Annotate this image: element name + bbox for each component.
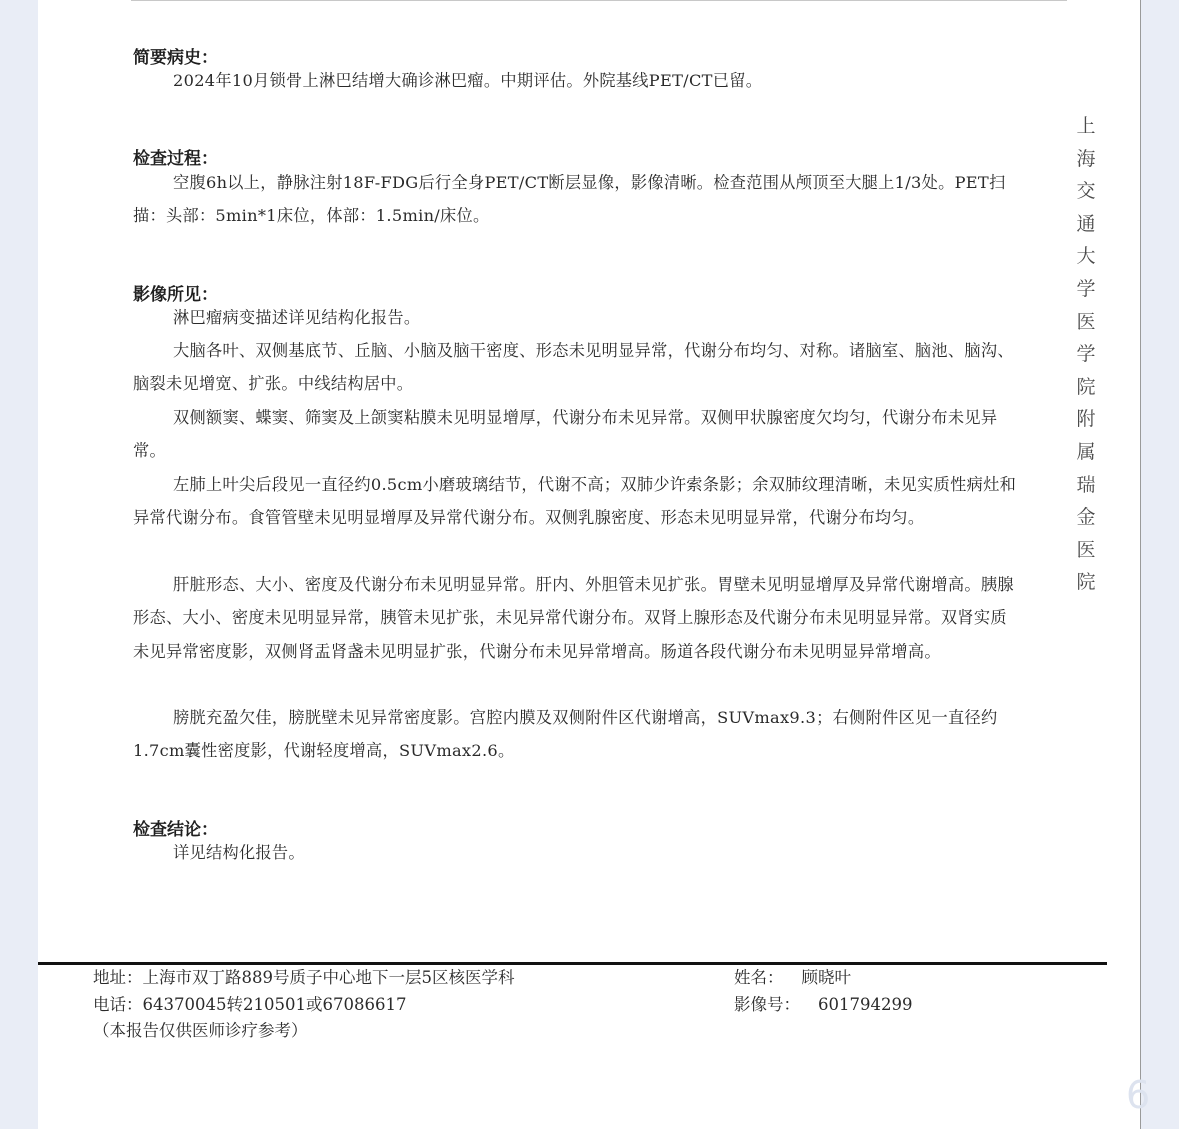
findings-paragraph-5: 肝脏形态、大小、密度及代谢分布未见明显异常。肝内、外胆管未见扩张。胃壁未见明显增厚及异常代谢增高。胰腺形态、大小、密度未见明显异常，胰管未见扩张，未见异常代谢分布。双肾上腺形态及代谢分布未见明显异常。双肾实质未见异常密度影，双侧肾盂肾盏未见明显扩张，代谢分布未见异常增高。肠道各段代谢分布未见明显异常增高。: [133, 575, 1014, 661]
phone-label: 电话：: [93, 995, 143, 1014]
procedure-paragraph: 空腹6h以上，静脉注射18F-FDG后行全身PET/CT断层显像，影像清晰。检查范围从颅顶至大腿上1/3处。PET扫描：头部：5min*1床位，体部：1.5min/床位。: [133, 173, 1006, 226]
stamp-char: 通: [1076, 212, 1096, 235]
name-label: 姓名：: [734, 968, 784, 987]
history-heading: 简要病史：: [133, 48, 218, 68]
stamp-char: 附: [1076, 408, 1096, 431]
stamp-char: 院: [1076, 375, 1096, 398]
stamp-char: 院: [1076, 571, 1096, 594]
footer-rule: [38, 962, 1107, 965]
phone-value: 64370045转210501或67086617: [142, 995, 407, 1014]
findings-paragraph-2: 大脑各叶、双侧基底节、丘脑、小脑及脑干密度、形态未见明显异常，代谢分布均匀、对称。诸脑室、脑池、脑沟、脑裂未见增宽、扩张。中线结构居中。: [133, 341, 1014, 394]
stamp-char: 交: [1076, 180, 1096, 203]
image-no-value: 601794299: [818, 995, 913, 1014]
findings-paragraph-3: 双侧额窦、蝶窦、筛窦及上颌窦粘膜未见明显增厚，代谢分布未见异常。双侧甲状腺密度欠均匀，代谢分布未见异常。: [133, 408, 998, 461]
findings-paragraph-1: 淋巴瘤病变描述详见结构化报告。: [173, 308, 421, 327]
footer-disclaimer: （本报告仅供医师诊疗参考）: [93, 1021, 308, 1040]
top-rule: [131, 0, 1067, 1]
faint-page-number: 6: [1126, 1073, 1151, 1117]
conclusion-paragraph: 详见结构化报告。: [173, 843, 305, 862]
image-no-label: 影像号：: [734, 995, 800, 1014]
stamp-char: 学: [1076, 343, 1096, 366]
hospital-side-stamp: [1073, 110, 1099, 599]
findings-heading: 影像所见：: [133, 285, 218, 305]
stamp-char: 属: [1076, 440, 1096, 463]
stamp-char: 金: [1076, 506, 1096, 529]
stamp-char: 医: [1076, 538, 1096, 561]
history-paragraph: 2024年10月锁骨上淋巴结增大确诊淋巴瘤。中期评估。外院基线PET/CT已留。: [173, 71, 763, 90]
stamp-char: 瑞: [1076, 473, 1096, 496]
stamp-char: 海: [1076, 147, 1096, 170]
findings-paragraph-6: 膀胱充盈欠佳，膀胱壁未见异常密度影。宫腔内膜及双侧附件区代谢增高，SUVmax9.3；右侧附件区见一直径约1.7cm囊性密度影，代谢轻度增高，SUVmax2.6。: [133, 708, 998, 761]
address-value: 上海市双丁路889号质子中心地下一层5区核医学科: [142, 968, 515, 987]
name-value: 顾晓叶: [801, 968, 851, 987]
stamp-char: 学: [1076, 277, 1096, 300]
patient-name: [734, 968, 851, 988]
footer-address: [93, 968, 515, 988]
footer-phone: [93, 995, 406, 1015]
image-number: [734, 995, 912, 1015]
procedure-heading: 检查过程：: [133, 149, 218, 169]
address-label: 地址：: [93, 968, 143, 987]
conclusion-heading: 检查结论：: [133, 820, 218, 840]
stamp-char: 医: [1076, 310, 1096, 333]
stamp-char: 大: [1076, 245, 1096, 268]
stamp-char: 上: [1076, 115, 1096, 137]
findings-paragraph-4: 左肺上叶尖后段见一直径约0.5cm小磨玻璃结节，代谢不高；双肺少许索条影；余双肺纹理清晰，未见实质性病灶和异常代谢分布。食管管壁未见明显增厚及异常代谢分布。双侧乳腺密度、形态未见明显异常，代谢分布均匀。: [133, 475, 1017, 528]
